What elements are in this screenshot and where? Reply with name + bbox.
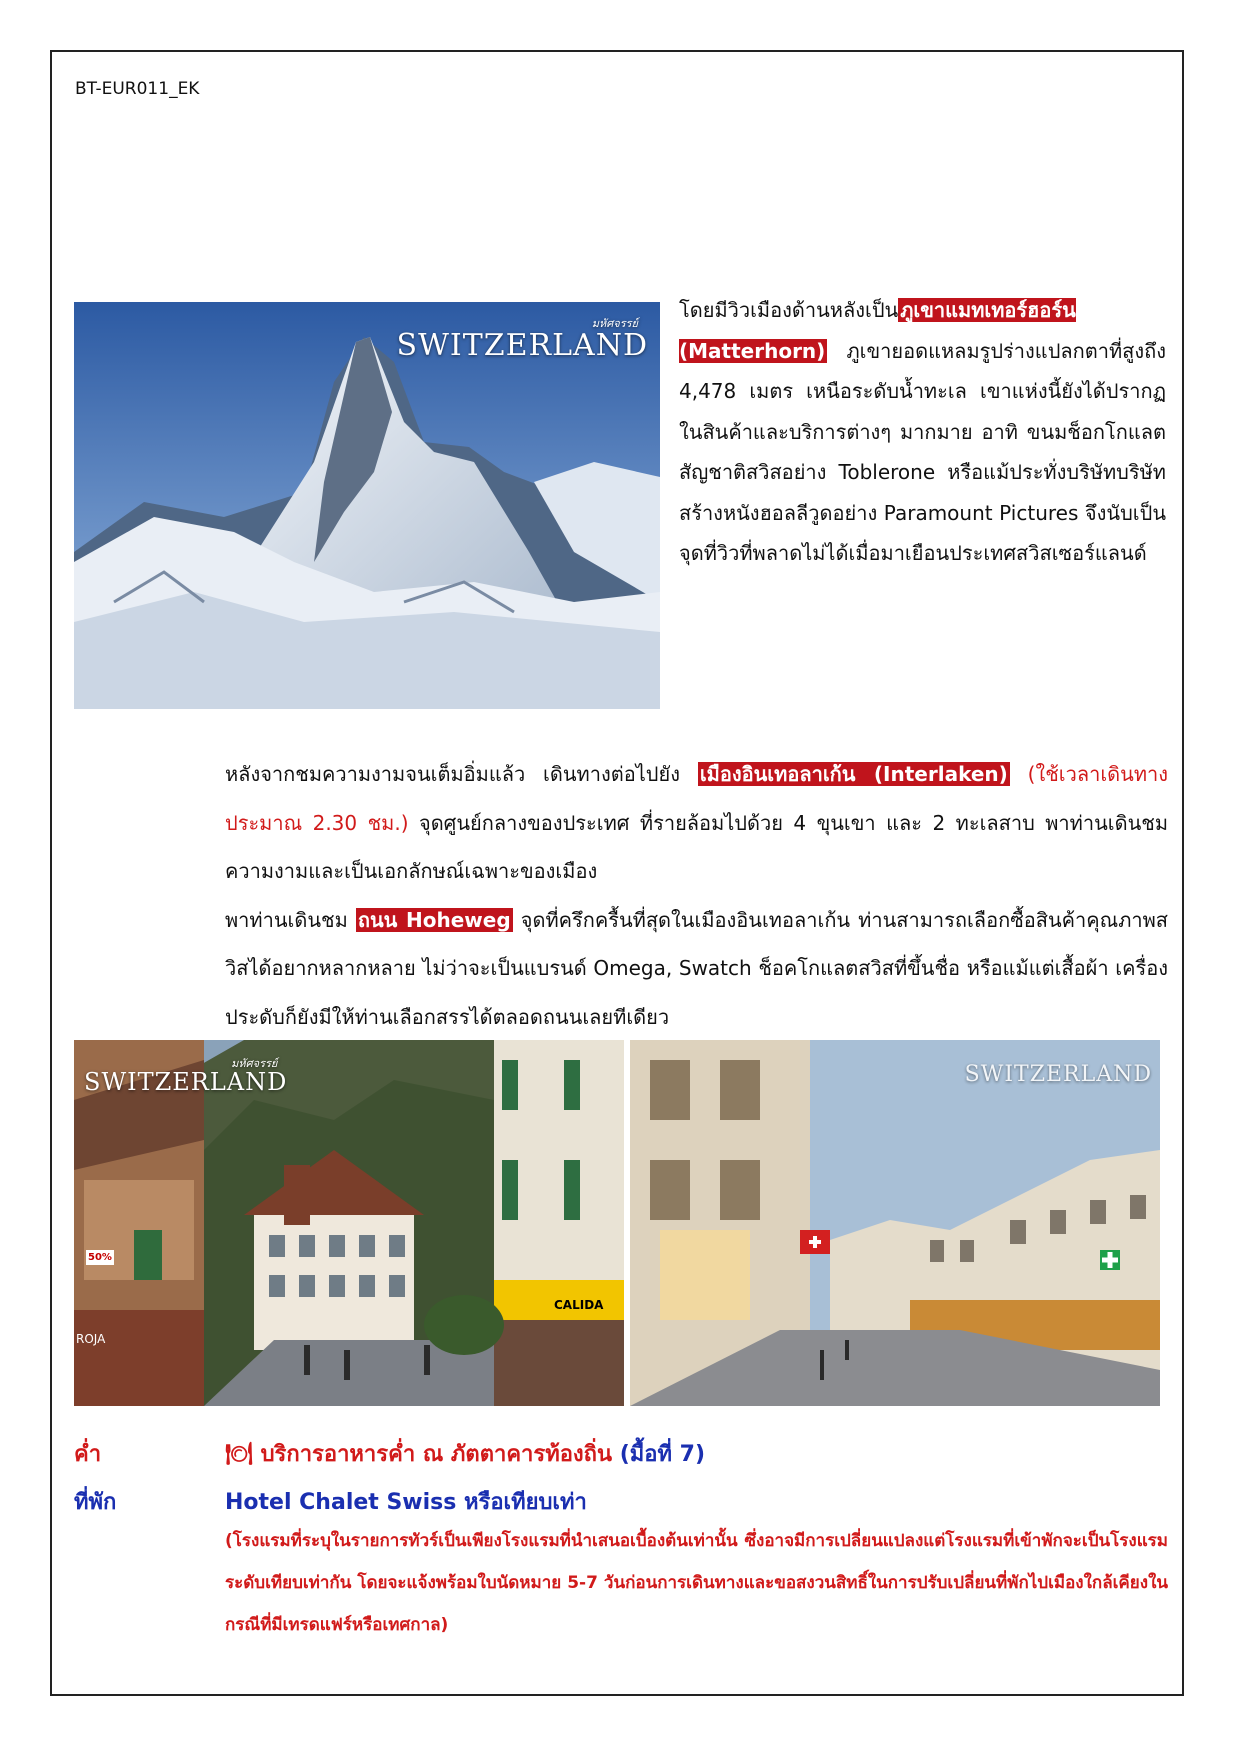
watermark-brand: SWITZERLAND — [396, 328, 648, 363]
hoheweg-block — [225, 896, 1168, 1042]
watermark-sub: มหัศจรรย์ — [591, 317, 638, 330]
document-code: BT-EUR011_EK — [75, 79, 200, 99]
matterhorn-highlight: ภูเขาแมทเทอร์ฮอร์น (Matterhorn) — [679, 298, 1076, 363]
meal-number: (มื้อที่ 7) — [612, 1442, 705, 1467]
interlaken-highlight: เมืองอินเทอลาเก้น (Interlaken) — [699, 762, 1008, 786]
watermark-sub-2: มหัศจรรย์ — [231, 1057, 278, 1070]
matterhorn-text-after: ภูเขายอดแหลมรูปร่างแปลกตาที่สูงถึง 4,478 เมตร เหนือระดับน้ำทะเล เขาแห่งนี้ยังได้ปรากฏในสินค้าและบริการต่างๆ มากมาย อาทิ ขนมช็อกโกแลตสัญชาติสวิสอย่าง Toblerone หรือแม้ประทั่งบริษัทบริษัทสร้างหนังฮอลลีวูดอย่าง Paramount Pictures จึงนับเป็นจุดที่วิวที่พลาดไม่ได้เมื่อมาเยือนประเทศสวิสเซอร์แลนด์ — [679, 338, 1166, 565]
watermark-brand-2: SWITZERLAND — [84, 1068, 288, 1096]
matterhorn-photo — [74, 302, 660, 709]
interlaken-text-before: หลังจากชมความงามจนเต็มอิ่มแล้ว เดินทางต่อไปยัง — [225, 762, 698, 786]
calida-sign: CALIDA — [554, 1298, 604, 1312]
dinner-icon: 🍽 — [225, 1442, 253, 1467]
hotel-name: Hotel Chalet Swiss หรือเทียบเท่า — [225, 1490, 587, 1515]
hotel-label: ที่พัก — [74, 1490, 117, 1515]
hoheweg-text-after: จุดที่ครึกครื้นที่สุดในเมืองอินเทอลาเก้น ท่านสามารถเลือกซื้อสินค้าคุณภาพสวิสได้อยากหลากหลาย ไม่ว่าจะเป็นแบรนด์ Omega, Swatch ช็อคโกแลตสวิสที่ขึ้นชื่อ หรือแม้แต่เสื้อผ้า เครื่องประดับก็ยังมีให้ท่านเลือกสรรได้ตลอดถนนเลยทีเดียว — [225, 907, 1168, 1029]
watermark-switzerland — [396, 317, 648, 363]
watermark-brand-3: SWITZERLAND — [964, 1062, 1152, 1087]
interlaken-paragraph — [225, 750, 1168, 1041]
hoheweg-text-before: พาท่านเดินชม — [225, 907, 356, 932]
hoheweg-highlight: ถนน Hoheweg — [357, 907, 511, 932]
meal-text: บริการอาหารค่ำ ณ ภัตตาคารท้องถิ่น — [252, 1442, 613, 1467]
sale-sign: 50% — [88, 1252, 112, 1263]
interlaken-block — [225, 750, 1168, 896]
hotel-note: (โรงแรมที่ระบุในรายการทัวร์เป็นเพียงโรงแรมที่นำเสนอเบื้องต้นเท่านั้น ซึ่งอาจมีการเปลี่ยนแปลงแต่โรงแรมที่เข้าพักจะเป็นโรงแรมระดับเทียบเท่ากัน โดยจะแจ้งพร้อมใบนัดหมาย 5-7 วันก่อนการเดินทางและขอสงวนสิทธิ์ในการปรับเปลี่ยนที่พักไปเมืองใกล้เคียงในกรณีที่มีเทรดแฟร์หรือเทศกาล) — [225, 1531, 1168, 1635]
watermark-switzerland-3 — [965, 1062, 1152, 1087]
watermark-switzerland-2 — [84, 1057, 288, 1096]
roja-sign: ROJA — [76, 1332, 106, 1346]
meal-row — [225, 1436, 705, 1471]
matterhorn-text-before: โดยมีวิวเมืองด้านหลังเป็น — [679, 298, 899, 322]
matterhorn-paragraph — [679, 290, 1166, 574]
hoheweg-street-photo — [630, 1040, 1160, 1406]
interlaken-street-photo — [74, 1040, 624, 1406]
interlaken-text-after: จุดศูนย์กลางของประเทศ ที่รายล้อมไปด้วย 4 ขุนเขา และ 2 ทะเลสาบ พาท่านเดินชม ความงามและเป็นเอกลักษณ์เฉพาะของเมือง — [225, 810, 1169, 883]
interlaken-duration: (ใช้เวลาเดินทางประมาณ 2.30 ชม.) — [225, 762, 1169, 835]
meal-label: ค่ำ — [74, 1442, 102, 1467]
